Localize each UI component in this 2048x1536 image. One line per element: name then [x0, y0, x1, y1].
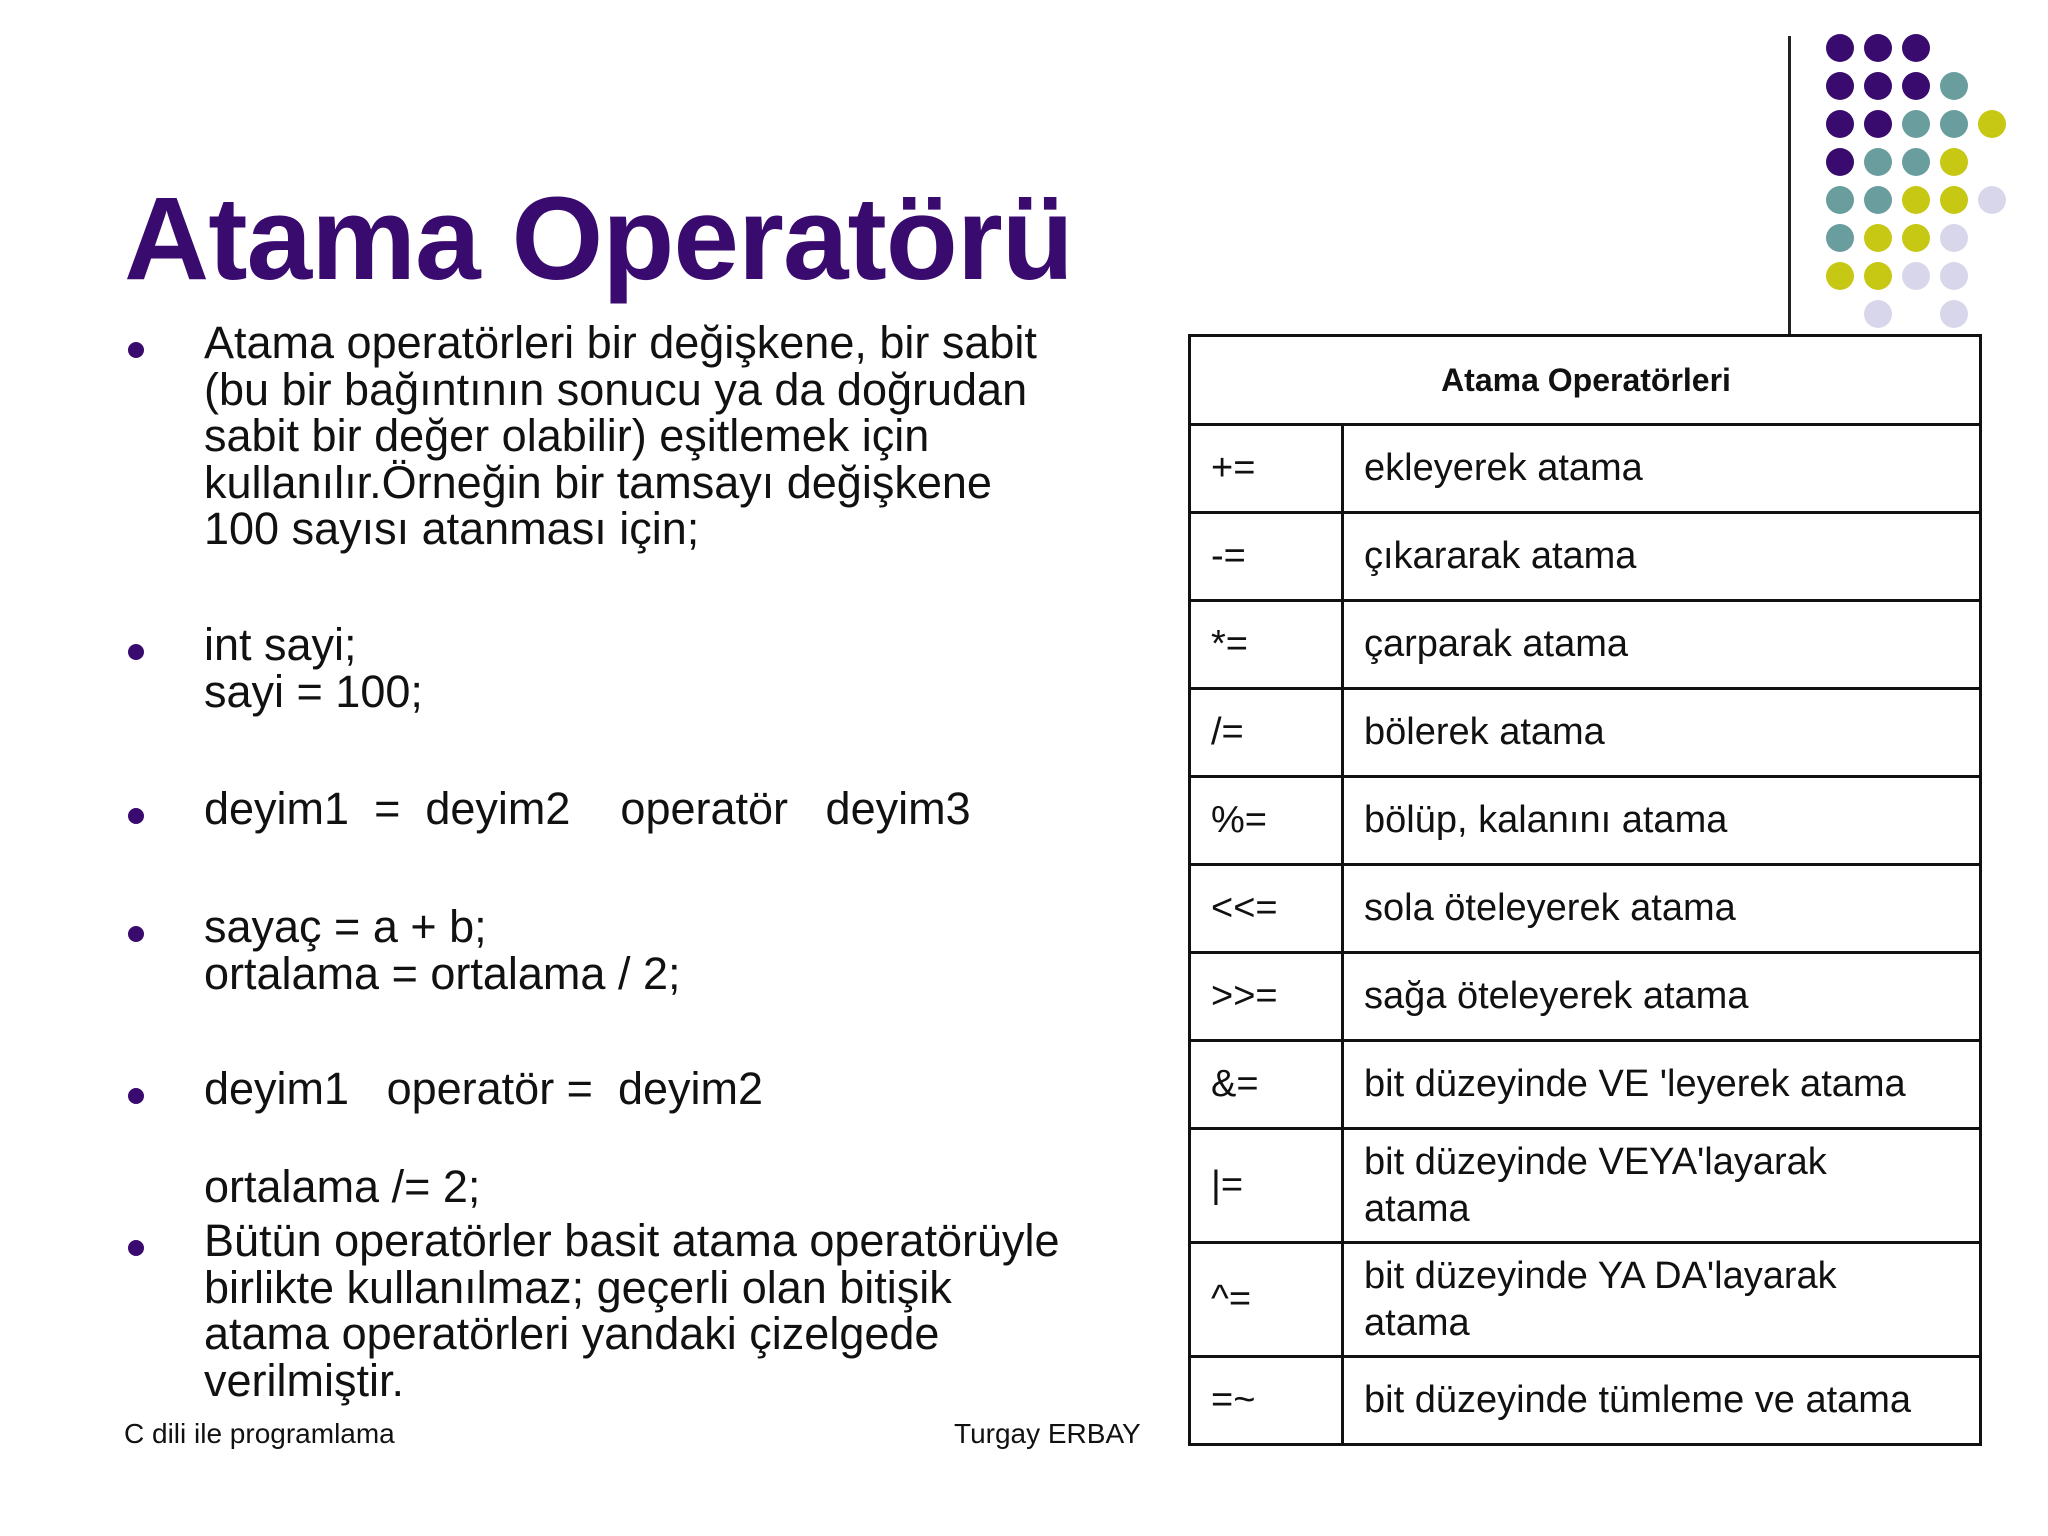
bullet-text: Bütün operatörler basit atama operatörüyle birlikte kullanılmaz; geçerli olan bitişik atama operatörleri yandaki çizelgede verilmiştir. [204, 1215, 1060, 1406]
operator-cell: =~ [1190, 1357, 1343, 1445]
decorative-dot-icon [1940, 148, 1968, 176]
table-row [1190, 689, 1981, 777]
bullet-dot-icon [128, 808, 144, 824]
bullet-dot-icon [128, 926, 144, 942]
footer-left: C dili ile programlama [124, 1418, 395, 1449]
bullet-text: Atama operatörleri bir değişkene, bir sabit (bu bir bağıntının sonucu ya da doğrudan sabit bir değer olabilir) eşitlemek için kullanılır.Örneğin bir tamsayı değişkene 100 sayısı atanması için; [204, 317, 1037, 554]
bullet-dot-icon [128, 1240, 144, 1256]
description-cell: bit düzeyinde tümleme ve atama [1343, 1357, 1981, 1445]
description-cell: ekleyerek atama [1343, 425, 1981, 513]
operator-cell: >>= [1190, 953, 1343, 1041]
operator-cell: /= [1190, 689, 1343, 777]
decorative-dot-icon [1940, 110, 1968, 138]
decorative-dot-icon [1864, 72, 1892, 100]
decorative-dot-icon [1940, 186, 1968, 214]
bullet-text: sayaç = a + b; ortalama = ortalama / 2; [204, 901, 681, 999]
bullet-dot-icon [128, 644, 144, 660]
decorative-dot-icon [1864, 186, 1892, 214]
decorative-dot-icon [1902, 262, 1930, 290]
operator-cell: |= [1190, 1129, 1343, 1243]
table-row [1190, 425, 1981, 513]
decorative-dot-icon [1902, 224, 1930, 252]
operator-cell: %= [1190, 777, 1343, 865]
description-cell: bölerek atama [1343, 689, 1981, 777]
decorative-dot-icon [1826, 148, 1854, 176]
operator-cell: <<= [1190, 865, 1343, 953]
decorative-dot-icon [1826, 110, 1854, 138]
decorative-dot-icon [1940, 72, 1968, 100]
code-line: ortalama /= 2; [204, 1161, 481, 1212]
table-row [1190, 1041, 1981, 1129]
decorative-dot-icon [1864, 300, 1892, 328]
table-row [1190, 865, 1981, 953]
decorative-dot-icon [1864, 34, 1892, 62]
table-row [1190, 601, 1981, 689]
bullet-dot-icon [128, 1088, 144, 1104]
slide-title: Atama Operatörü [124, 173, 1073, 305]
decorative-dot-icon [1940, 262, 1968, 290]
decorative-dot-icon [1902, 148, 1930, 176]
footer-right: Turgay ERBAY [954, 1418, 1141, 1449]
decorative-dot-icon [1864, 224, 1892, 252]
description-cell: bit düzeyinde VEYA'layarak atama [1343, 1129, 1981, 1243]
table-row [1190, 1243, 1981, 1357]
decorative-dot-icon [1978, 186, 2006, 214]
decorative-dot-icon [1864, 110, 1892, 138]
decorative-dot-icon [1826, 262, 1854, 290]
description-cell: sola öteleyerek atama [1343, 865, 1981, 953]
table-row [1190, 777, 1981, 865]
description-cell: bölüp, kalanını atama [1343, 777, 1981, 865]
bullet-text: int sayi; sayi = 100; [204, 619, 423, 717]
table-row [1190, 513, 1981, 601]
decorative-dot-icon [1940, 224, 1968, 252]
description-cell: bit düzeyinde VE 'leyerek atama [1343, 1041, 1981, 1129]
description-cell: çarparak atama [1343, 601, 1981, 689]
decorative-dot-icon [1864, 262, 1892, 290]
description-cell: sağa öteleyerek atama [1343, 953, 1981, 1041]
decorative-dot-icon [1902, 34, 1930, 62]
decorative-dot-icon [1902, 72, 1930, 100]
operator-cell: ^= [1190, 1243, 1343, 1357]
description-cell: çıkararak atama [1343, 513, 1981, 601]
bullet-text: deyim1 = deyim2 operatör deyim3 [204, 783, 971, 834]
operator-cell: *= [1190, 601, 1343, 689]
bullet-text: deyim1 operatör = deyim2 [204, 1063, 764, 1114]
decorative-dot-icon [1826, 34, 1854, 62]
decorative-vertical-line [1788, 36, 1791, 334]
decorative-dot-icon [1864, 148, 1892, 176]
table-row [1190, 953, 1981, 1041]
decorative-dot-icon [1902, 110, 1930, 138]
table-row [1190, 1357, 1981, 1445]
operator-cell: &= [1190, 1041, 1343, 1129]
operator-cell: += [1190, 425, 1343, 513]
operators-table [1188, 334, 1982, 1446]
decorative-dot-icon [1940, 300, 1968, 328]
decorative-dot-icon [1826, 72, 1854, 100]
table-header: Atama Operatörleri [1190, 336, 1981, 425]
operator-cell: -= [1190, 513, 1343, 601]
bullet-dot-icon [128, 342, 144, 358]
decorative-dot-icon [1826, 186, 1854, 214]
decorative-dot-icon [1902, 186, 1930, 214]
decorative-dot-icon [1826, 224, 1854, 252]
table-body [1190, 425, 1981, 1445]
decorative-dot-icon [1978, 110, 2006, 138]
description-cell: bit düzeyinde YA DA'layarak atama [1343, 1243, 1981, 1357]
table-row [1190, 1129, 1981, 1243]
